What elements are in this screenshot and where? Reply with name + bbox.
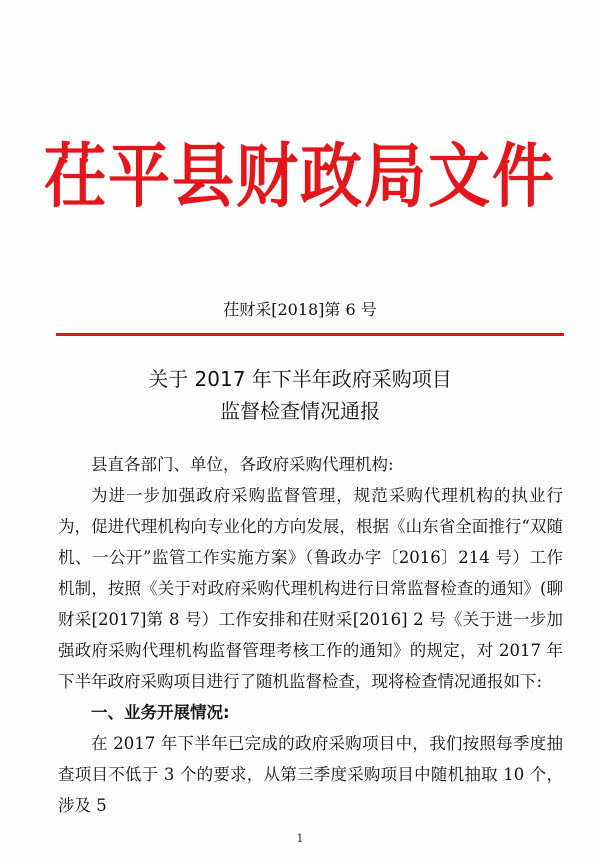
header-red-divider [56, 333, 564, 336]
body-paragraph-1: 为进一步加强政府采购监督管理，规范采购代理机构的执业行为，促进代理机构向专业化的方向发展，根据《山东省全面推行“双随机、一公开”监管工作实施方案》（鲁政办字〔2016〕214 号）工作机制，按照《关于对政府采购代理机构进行日常监督检查的通知》(聊财采[2017]第 8 号）工作安排和茌财采[2016] 2 号《关于进一步加强政府采购代理机构监督管理考核工作的通知》的规定，对 2017 年下半年政府采购项目进行了随机监督检查，现将检查情况通报如下: [58, 486, 563, 691]
salutation: 县直各部门、单位，各政府采购代理机构: [91, 455, 394, 474]
document-number: 茌财采[2018]第 6 号 [223, 300, 377, 319]
body-paragraph-2: 在 2017 年下半年已完成的政府采购项目中，我们按照每季度抽查项目不低于 3 个的要求，从第三季度采购项目中随机抽取 10 个，涉及 5 [58, 734, 563, 815]
document-header-title: 茌平县财政局文件 [43, 135, 556, 218]
document-subject [0, 363, 600, 427]
page-number: 1 [296, 832, 304, 845]
subject-line-1: 关于 2017 年下半年政府采购项目 [148, 367, 452, 391]
document-body [58, 449, 563, 821]
subject-line-2: 监督检查情况通报 [220, 399, 380, 423]
section-heading-1: 一、业务开展情况: [91, 703, 230, 722]
